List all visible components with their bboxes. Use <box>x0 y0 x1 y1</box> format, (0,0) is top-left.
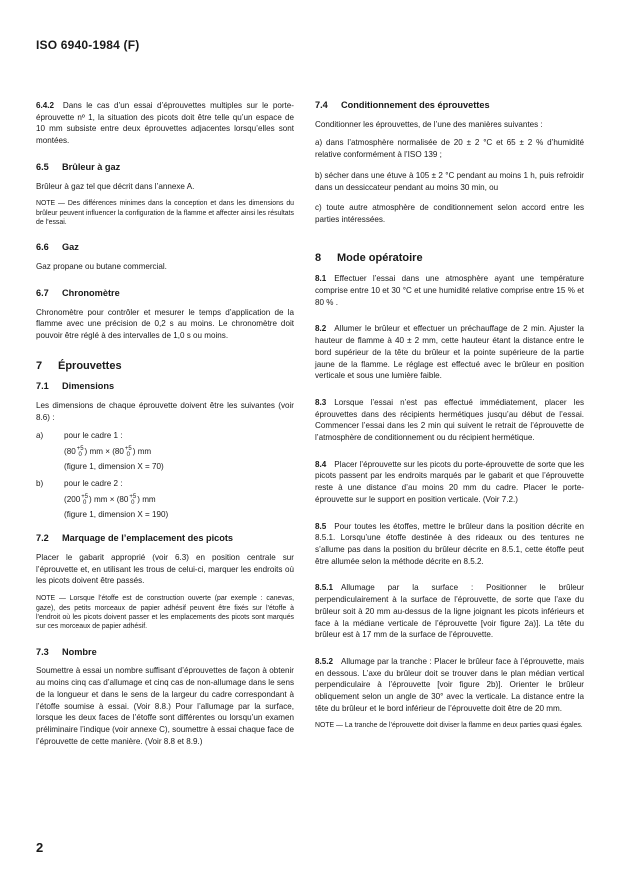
paragraph-text: Dans le cas d’un essai d’éprouvettes multiples sur le porte-éprouvette nº 1, la situation des picots doit être telle qu’un espace de 10 mm subsiste entre deux éprouvettes adjacentes lorsqu’elles sont montées. <box>36 101 294 146</box>
paragraph-8-5: 8.5 Pour toutes les étoffes, mettre le brûleur dans la position décrite en 8.5.1. Lorsqu’une étoffe destinée à des rideaux ou des tentures ne s’allume pas dans la position du brûleur décrite en 8.5.1, cette étoffe peut être allumée selon la méthode décrite en 8.5.2. <box>315 521 584 566</box>
note-8-5-2: NOTE — La tranche de l’éprouvette doit diviser la flamme en deux parties quasi égales. <box>315 722 583 730</box>
chapter-heading-8: 8 Mode opératoire <box>315 251 423 264</box>
section-heading-7-2: 7.2 Marquage de l’emplacement des picots <box>36 533 234 544</box>
paragraph-8-4: 8.4 Placer l’éprouvette sur les picots du porte-éprouvette de sorte que les picots passent par les endroits marqués par le gabarit et que l’éprouvette reste à une distance d’au moins 20 mm du cadre. Placer le porte-éprouvette sur le support en position verticale. (Voir 7.2.) <box>315 459 584 504</box>
paragraph-8-5-1: 8.5.1 Allumage par la surface : Positionner le brûleur perpendiculairement à la surface de l’éprouvette, de sorte que l’axe du brûleur soit à 20 mm au-dessus de la ligne joignant les picots inférieurs et face à la médiane verticale de l’éprouvette [voir figure 2a)]. La tête du brûleur est à 17 mm de la surface de l’éprouvette. <box>315 583 584 640</box>
paragraph-number: 6.4.2 <box>36 101 55 110</box>
paragraph-8-1: 8.1 Effectuer l’essai dans une atmosphère ayant une température comprise entre 10 et 30 °C et une humidité relative comprise entre 15 % et 80 % . <box>315 274 584 307</box>
section-text-6-7: Chronomètre pour contrôler et mesurer le temps d’application de la flamme avec une précision de 0,2 s au moins. Le chronomètre doit pouvoir être réglé à des intervalles de 1,0 s ou moins. <box>36 307 294 340</box>
section-text-6-6: Gaz propane ou butane commercial. <box>36 262 167 272</box>
left-column <box>36 100 294 754</box>
paragraph-8-3: 8.3 Lorsque l’essai n’est pas effectué immédiatement, placer les éprouvettes dans des récipients hermétiques jusqu’au début de l’essai. Commencer l’essai dans les 2 min qui suivent le retrait de l’éprouvette de l’atmosphère de conditionnement ou du récipient hermétique. <box>315 397 584 443</box>
section-text-6-5: Brûleur à gaz tel que décrit dans l’annexe A. <box>36 181 195 191</box>
note-7-2: NOTE — Lorsque l’étoffe est de construction ouverte (par exemple : canevas, gaze), des petits morceaux de papier adhésif peuvent être fixés sur l’étoffe à l’endroit où les picots doivent passer et les emplacements des picots sont marqués sur ces morceaux de papier adhésif. <box>36 595 294 631</box>
section-heading-6-7: 6.7 Chronomètre <box>36 287 120 298</box>
right-column <box>315 100 584 738</box>
section-text-7-1: Les dimensions de chaque éprouvette doivent être les suivantes (voir 8.6) : <box>36 401 294 422</box>
section-heading-7-3: 7.3 Nombre <box>36 646 97 657</box>
section-heading-7-4: 7.4 Conditionnement des éprouvettes <box>315 100 490 110</box>
paragraph-8-2: 8.2 Allumer le brûleur et effectuer un préchauffage de 2 min. Ajuster la hauteur de flamme à 40 ± 2 mm, cette hauteur étant la distance entre le bord supérieur de la tête du brûleur et la pointe supérieure de la partie jaune de la flamme. Le réglage est effectué avec le brûleur en position verticale et sous une lumière faible. <box>315 324 584 381</box>
paragraph-6-4-2 <box>36 100 294 147</box>
dimension-item-a: a) pour le cadre 1 : (80 +5 0 ) mm × (80 +5 0 ) mm (figure 1, dimension X = 70) <box>36 431 164 472</box>
document-header: ISO 6940-1984 (F) <box>36 38 140 52</box>
page-number: 2 <box>36 840 44 855</box>
note-6-5: NOTE — Des différences minimes dans la conception et dans les dimensions du brûleur peuvent influencer la configuration de la flamme et affecter ainsi les résultats de l’essai. <box>36 200 294 227</box>
paragraph-8-5-2: 8.5.2 Allumage par la tranche : Placer le brûleur face à l’éprouvette, mais en dessous. L’axe du brûleur doit se trouver dans le plan médian vertical perpendiculaire à l’éprouvette [voir figure 2b)]. Orienter le brûleur obliquement selon un angle de 30° avec la verticale. La distance entre la tête du brûleur et le bord inférieur de l’éprouvette doit être de 20 mm. <box>315 656 584 713</box>
condition-a: a) dans l’atmosphère normalisée de 20 ± 2 °C et 65 ± 2 % d’humidité relative conformément à l’ISO 139 ; <box>315 138 584 160</box>
condition-c: c) toute autre atmosphère de conditionnement selon accord entre les parties intéressées. <box>315 203 584 224</box>
condition-b: b) sécher dans une étuve à 105 ± 2 °C pendant au moins 1 h, puis refroidir dans un dessiccateur pendant au moins 30 min, ou <box>315 170 584 192</box>
section-heading-6-6: 6.6 Gaz <box>36 242 79 253</box>
section-text-7-2: Placer le gabarit approprié (voir 6.3) en position centrale sur l’éprouvette et, en utilisant les trous de celui-ci, marquer les endroits où les picots doivent être passés. <box>36 552 294 586</box>
section-heading-6-5: 6.5 Brûleur à gaz <box>36 161 121 172</box>
chapter-heading-7: 7 Éprouvettes <box>36 359 122 372</box>
dimension-item-b: b) pour le cadre 2 : (200 +5 0 ) mm × (80 +5 0 ) mm (figure 1, dimension X = 190) <box>36 478 169 519</box>
section-heading-7-1: 7.1 Dimensions <box>36 381 115 392</box>
section-text-7-3: Soumettre à essai un nombre suffisant d’éprouvettes de façon à obtenir au moins cinq cas d’allumage et cinq cas de non-allumage dans le sens de la longueur et dans le sens de la largeur du cadre correspondant à l’étoffe soumise à essai. (Voir 8.8.) Pour l’allumage par la surface, lorsque les deux faces de l’étoffe sont différentes ou lorsqu’un examen préliminaire l’indique (voir annexe C), soumettre à essai chaque face de l’éprouvette de cette manière. (Voir 8.8 et 8.9.) <box>36 666 294 746</box>
section-text-7-4: Conditionner les éprouvettes, de l’une des manières suivantes : <box>315 119 543 129</box>
